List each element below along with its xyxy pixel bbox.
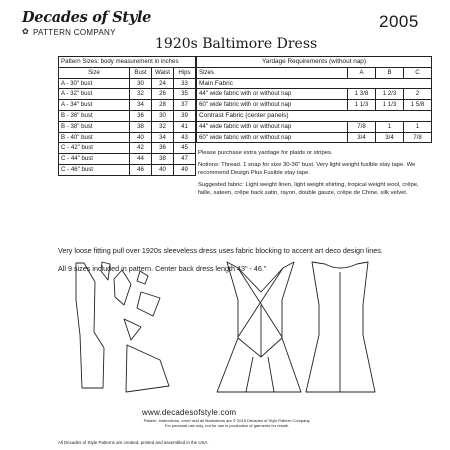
purchase-note: Please purchase extra yardage for plaids or stripes. [198,150,333,156]
size-cell: A - 32" bust [59,89,130,100]
measurement-cell: 26 [152,89,174,100]
pattern-piece-bodice [114,270,131,305]
pattern-piece-panel [137,292,160,316]
measurement-cell: 42 [130,143,152,154]
size-cell: B - 40" bust [59,132,130,143]
contrast-fabric-label: Contrast Fabric (center panels) [197,110,432,121]
description-text: Very loose fitting pull over 1920s sleeveless dress uses fabric blocking to accent art deco design lines. [58,246,383,255]
yardage-cell: 1 1/3 [376,100,404,111]
yardage-cell: 1 [404,121,432,132]
yardage-cell: 3/4 [376,132,404,143]
yardage-cell: 1 [376,121,404,132]
size-cell: C - 46" bust [59,164,130,175]
measurement-cell: 44 [130,154,152,165]
flower-ornament-icon: ✿ [22,27,29,36]
fabric-width-cell: 44" wide fabric with or without nap [197,89,348,100]
yardage-table-caption: Yardage Requirements (without nap) [197,57,432,68]
size-cell: C - 44" bust [59,154,130,165]
yardage-cell: 1 5/8 [404,100,432,111]
sizes-header: Sizes [197,67,348,78]
measurement-cell: 37 [174,100,196,111]
pattern-piece-front [76,263,104,388]
measurement-cell: 32 [130,89,152,100]
bust-header: Bust [130,67,152,78]
measurement-cell: 34 [130,100,152,111]
yardage-cell: 2 [404,89,432,100]
size-table-caption: Pattern Sizes: body measurement in inches [59,57,196,68]
yardage-cell: 1 2/3 [376,89,404,100]
brand-subtitle: PATTERN COMPANY [33,28,116,37]
yardage-cell: 3/4 [348,132,376,143]
measurement-cell: 30 [130,78,152,89]
measurement-cell: 34 [152,132,174,143]
hips-header: Hips [174,67,196,78]
size-cell: B - 36" bust [59,110,130,121]
measurement-cell: 36 [130,110,152,121]
measurement-cell: 32 [152,121,174,132]
fabric-width-cell: 60" wide fabric with or without nap [197,100,348,111]
measurement-cell: 49 [174,164,196,175]
measurement-cell: 28 [152,100,174,111]
size-header: Size [59,67,130,78]
measurement-cell: 38 [130,121,152,132]
dress-back-outline [306,262,375,392]
website-url: www.decadesofstyle.com [142,408,237,417]
measurement-cell: 47 [174,154,196,165]
measurement-cell: 39 [174,110,196,121]
measurement-cell: 43 [174,132,196,143]
pattern-title: 1920s Baltimore Dress [155,36,318,52]
measurement-cell: 38 [152,154,174,165]
yardage-cell: 7/8 [404,132,432,143]
size-cell: A - 30" bust [59,78,130,89]
measurement-cell: 46 [130,164,152,175]
copyright-note: Pattern, instructions, cover and all illustrations are © 2015 Decades of Style Pattern Company. For personal use only, not for use in production of garments for resale. [143,418,311,428]
measurement-cell: 36 [152,143,174,154]
suggested-fabric-note: Suggested fabric: Light weight linen, light weight shirting, tropical weight wool, crêpe, faille, sateen, crêpe back satin, rayon, double gauze, crêpe de Chine, silk velvet. [198,182,419,196]
pattern-piece-triangle [124,319,141,340]
yardage-cell: 1 3/8 [348,89,376,100]
measurement-cell: 40 [130,132,152,143]
measurement-cell: 24 [152,78,174,89]
size-cell: B - 38" bust [59,121,130,132]
dress-front-outline [217,262,301,392]
size-b-header: B [376,67,404,78]
pattern-number: 2005 [379,12,419,31]
made-in-usa-note: All Decades of Style Patterns are created, printed and assembled in the USA. [58,440,209,445]
pattern-piece-yoke [137,271,148,284]
waist-header: Waist [152,67,174,78]
dress-front-vline [238,338,282,357]
fabric-width-cell: 44" wide fabric with or without nap [197,121,348,132]
pattern-piece-shoulder [101,262,110,280]
yardage-cell: 7/8 [348,121,376,132]
notions-note: Notions: Thread. 1 snap for size 30-36" bust. Very light weight fusible stay tape. We recommend Design Plus Fusible stay tape. [198,162,416,176]
measurement-cell: 30 [152,110,174,121]
size-a-header: A [348,67,376,78]
measurement-cell: 40 [152,164,174,175]
size-cell: C - 42" bust [59,143,130,154]
pattern-piece-skirt [126,345,169,392]
measurement-cell: 35 [174,89,196,100]
measurement-cell: 45 [174,143,196,154]
yardage-cell: 1 1/3 [348,100,376,111]
measurement-cell: 41 [174,121,196,132]
brand-logo: Decades of Style [22,9,152,26]
sizes-length-text: All 9 sizes included in pattern. Center back dress length 43" - 46." [58,264,267,274]
dress-front-skirt-line [246,357,253,392]
size-cell: A - 34" bust [59,100,130,111]
size-c-header: C [404,67,432,78]
measurement-cell: 33 [174,78,196,89]
fabric-width-cell: 60" wide fabric with or without nap [197,132,348,143]
main-fabric-label: Main Fabric [197,78,432,89]
dress-front-skirt-line [268,357,274,392]
